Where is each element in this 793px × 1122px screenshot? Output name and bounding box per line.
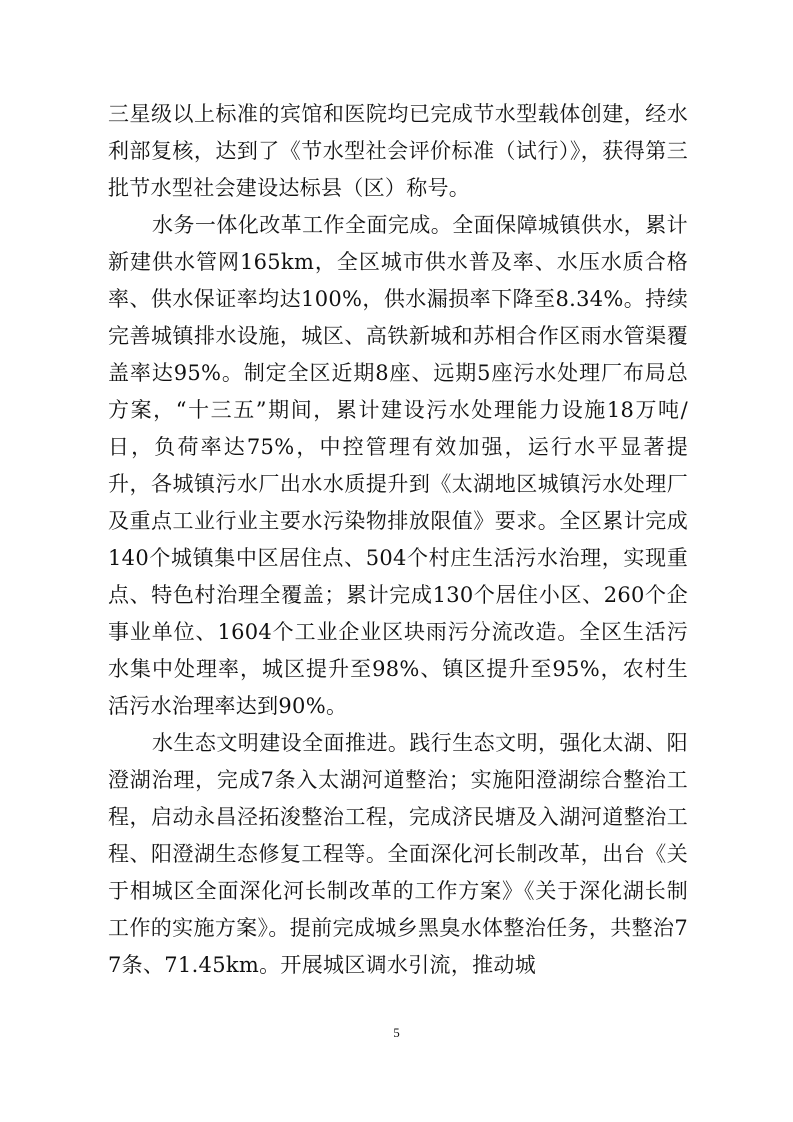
paragraph-text: 全面保障城镇供水，累计新建供水管网165km，全区城市供水普及率、水压水质合格率、供水保证率均达100%，供水漏损率下降至8.34%。持续完善城镇排水设施，城区、高铁新城和苏相合作区雨水管渠覆盖率达95%。制定全区近期8座、远期5座污水处理厂布局总方案，“十三五”期间，累计建设污水处理能力设施18万吨/日，负荷率达75%，中控管理有效加强，运行水平显著提升，各城镇污水厂出水水质提升到《太湖地区城镇污水处理厂及重点工业行业主要水污染物排放限值》要求。全区累计完成140个城镇集中区居住点、504个村庄生活污水治理，实现重点、特色村治理全覆盖；累计完成130个居住小区、260个企事业单位、1604个工业企业区块雨污分流改造。全区生活污水集中处理率，城区提升至98%、镇区提升至95%，农村生活污水治理率达到90%。 <box>108 213 688 718</box>
paragraph-text: 三星级以上标准的宾馆和医院均已完成节水型载体创建，经水利部复核，达到了《节水型社会评价标准（试行）》，获得第三批节水型社会建设达标县（区）称号。 <box>108 102 688 200</box>
paragraph-water-affairs-reform <box>108 207 688 725</box>
paragraph-continuation <box>108 96 688 207</box>
paragraph-water-ecology <box>108 725 688 984</box>
paragraph-lead-heading: 水务一体化改革工作全面完成。 <box>152 213 453 237</box>
body-text <box>108 96 688 984</box>
paragraph-text: 践行生态文明，强化太湖、阳澄湖治理，完成7条入太湖河道整治；实施阳澄湖综合整治工程，启动永昌泾拓浚整治工程，完成济民塘及入湖河道整治工程、阳澄湖生态修复工程等。全面深化河长制改革，出台《关于相城区全面深化河长制改革的工作方案》《关于深化湖长制工作的实施方案》。提前完成城乡黑臭水体整治任务，共整治77条、71.45km。开展城区调水引流，推动城 <box>108 731 688 977</box>
page-number: 5 <box>393 1025 400 1040</box>
paragraph-lead-heading: 水生态文明建设全面推进。 <box>152 731 410 755</box>
